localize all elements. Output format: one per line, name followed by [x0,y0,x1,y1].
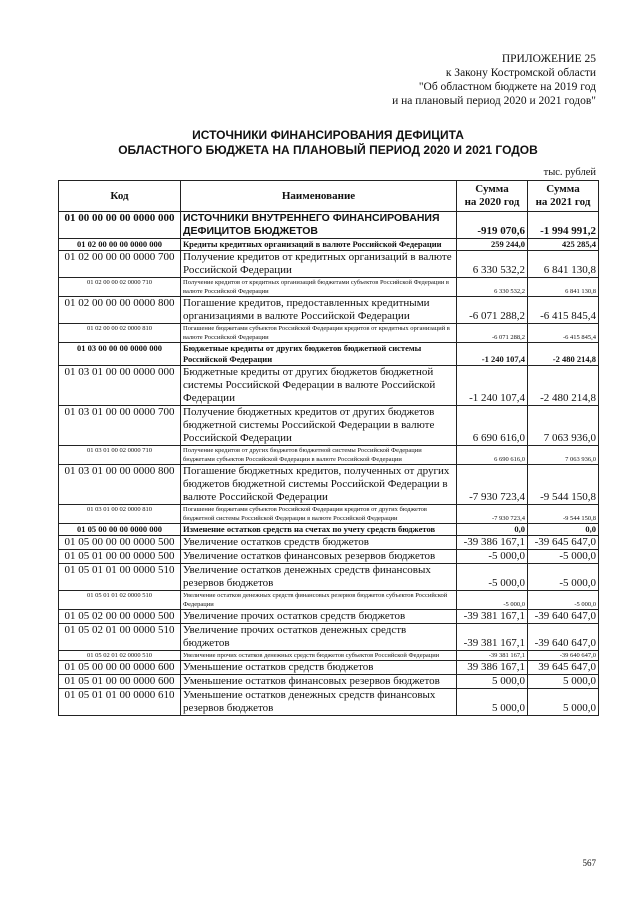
row-name: Погашение бюджетами субъектов Российской Федерации кредитов от других бюджетов бюджетной системы Российской Федерации в валюте Российской Федерации [181,505,457,524]
table-row [59,536,599,550]
row-code: 01 02 00 00 00 0000 000 [59,239,181,251]
row-name: Увеличение прочих остатков денежных средств бюджетов [181,624,457,651]
table-row [59,550,599,564]
table-row [59,465,599,505]
row-value-2020: 6 690 616,0 [457,406,528,446]
table-row [59,661,599,675]
row-value-2020: -5 000,0 [457,591,528,610]
table-row [59,651,599,661]
title-line: ОБЛАСТНОГО БЮДЖЕТА НА ПЛАНОВЫЙ ПЕРИОД 2020 И 2021 ГОДОВ [118,143,538,157]
row-code: 01 05 02 01 02 0000 510 [59,651,181,661]
row-value-2021: -6 415 845,4 [528,297,599,324]
header-name: Наименование [181,181,457,212]
table-row [59,689,599,716]
header-sum-2021-a: Сумма [546,183,580,195]
appendix-line: и на плановый период 2020 и 2021 годов" [392,95,596,107]
row-value-2020: -6 071 288,2 [457,324,528,343]
table-header-row [59,181,599,212]
row-value-2021: -5 000,0 [528,564,599,591]
row-value-2020: 6 330 532,2 [457,278,528,297]
row-name: Получение кредитов от других бюджетов бюджетной системы Российской Федерации бюджетами субъектов Российской Федерации в валюте Российской Федерации [181,446,457,465]
row-code: 01 02 00 00 00 0000 800 [59,297,181,324]
row-value-2021: 7 063 936,0 [528,406,599,446]
row-value-2021: 5 000,0 [528,689,599,716]
row-value-2020: 5 000,0 [457,689,528,716]
table-row [59,524,599,536]
row-code: 01 05 01 01 00 0000 510 [59,564,181,591]
table-row [59,675,599,689]
row-value-2020: 5 000,0 [457,675,528,689]
table-row [59,212,599,239]
row-value-2021: -6 415 845,4 [528,324,599,343]
row-code: 01 05 01 01 02 0000 510 [59,591,181,610]
row-name: Увеличение остатков денежных средств финансовых резервов бюджетов [181,564,457,591]
header-sum-2020 [457,181,528,212]
row-code: 01 05 02 01 00 0000 510 [59,624,181,651]
row-code: 01 03 00 00 00 0000 000 [59,343,181,366]
row-code: 01 03 01 00 00 0000 700 [59,406,181,446]
header-code: Код [59,181,181,212]
table-row [59,406,599,446]
header-sum-2021-b: на 2021 год [535,196,591,208]
row-name: Увеличение остатков средств бюджетов [181,536,457,550]
units-label: тыс. рублей [543,167,596,178]
table-row [59,251,599,278]
table-row [59,278,599,297]
row-code: 01 02 00 00 00 0000 700 [59,251,181,278]
row-value-2021: -9 544 150,8 [528,465,599,505]
row-name: Погашение бюджетных кредитов, полученных от других бюджетов бюджетной системы Российской Федерации в валюте Российской Федерации [181,465,457,505]
row-name: Бюджетные кредиты от других бюджетов бюджетной системы Российской Федерации в валюте Российской Федерации [181,366,457,406]
row-name: Уменьшение остатков средств бюджетов [181,661,457,675]
row-name: Уменьшение остатков финансовых резервов бюджетов [181,675,457,689]
appendix-line: ПРИЛОЖЕНИЕ 25 [501,53,596,65]
row-code: 01 00 00 00 00 0000 000 [59,212,181,239]
row-value-2020: -7 930 723,4 [457,505,528,524]
row-code: 01 02 00 00 02 0000 810 [59,324,181,343]
row-name: Погашение бюджетами субъектов Российской Федерации кредитов от кредитных организаций в валюте Российской Федерации [181,324,457,343]
row-value-2021: 425 285,4 [528,239,599,251]
row-code: 01 03 01 00 00 0000 800 [59,465,181,505]
header-sum-2021 [528,181,599,212]
row-value-2021: -2 480 214,8 [528,366,599,406]
row-value-2020: 0,0 [457,524,528,536]
row-code: 01 05 01 00 00 0000 500 [59,550,181,564]
row-name: Увеличение прочих остатков денежных средств бюджетов субъектов Российской Федерации [181,651,457,661]
row-name: Увеличение прочих остатков средств бюджетов [181,610,457,624]
row-code: 01 03 01 00 02 0000 810 [59,505,181,524]
row-value-2021: -1 994 991,2 [528,212,599,239]
row-value-2021: -39 640 647,0 [528,624,599,651]
row-name: Изменение остатков средств на счетах по учету средств бюджетов [181,524,457,536]
row-name: Получение бюджетных кредитов от других бюджетов бюджетной системы Российской Федерации в валюте Российской Федерации [181,406,457,446]
row-code: 01 03 01 00 02 0000 710 [59,446,181,465]
document-title [60,128,596,158]
row-value-2020: 6 330 532,2 [457,251,528,278]
appendix-header [392,52,596,108]
financing-sources-table [58,180,599,716]
row-code: 01 03 01 00 00 0000 000 [59,366,181,406]
row-value-2021: 5 000,0 [528,675,599,689]
row-value-2021: -5 000,0 [528,591,599,610]
row-name: Уменьшение остатков денежных средств финансовых резервов бюджетов [181,689,457,716]
row-code: 01 05 01 01 00 0000 610 [59,689,181,716]
row-value-2021: -5 000,0 [528,550,599,564]
appendix-line: "Об областном бюджете на 2019 год [418,81,596,93]
row-name: Увеличение остатков финансовых резервов бюджетов [181,550,457,564]
appendix-line: к Закону Костромской области [445,67,596,79]
row-value-2021: 6 841 130,8 [528,278,599,297]
row-value-2020: -1 240 107,4 [457,343,528,366]
row-name: Увеличение остатков денежных средств финансовых резервов бюджетов субъектов Российской Федерации [181,591,457,610]
row-value-2020: -39 381 167,1 [457,651,528,661]
table-row [59,610,599,624]
row-value-2021: 0,0 [528,524,599,536]
row-value-2021: -39 640 647,0 [528,610,599,624]
table-row [59,366,599,406]
row-value-2021: 39 645 647,0 [528,661,599,675]
row-name: Кредиты кредитных организаций в валюте Российской Федерации [181,239,457,251]
row-value-2020: -5 000,0 [457,564,528,591]
table-row [59,564,599,591]
row-code: 01 05 02 00 00 0000 500 [59,610,181,624]
row-value-2020: 259 244,0 [457,239,528,251]
row-value-2020: -6 071 288,2 [457,297,528,324]
row-value-2020: -39 381 167,1 [457,610,528,624]
header-sum-2020-b: на 2020 год [464,196,520,208]
row-code: 01 05 00 00 00 0000 500 [59,536,181,550]
row-code: 01 05 01 00 00 0000 600 [59,675,181,689]
row-value-2021: 6 841 130,8 [528,251,599,278]
row-value-2020: -39 381 167,1 [457,624,528,651]
header-sum-2020-a: Сумма [475,183,509,195]
row-code: 01 05 00 00 00 0000 000 [59,524,181,536]
row-name: Получение кредитов от кредитных организаций бюджетами субъектов Российской Федерации в валюте Российской Федерации [181,278,457,297]
row-value-2020: -7 930 723,4 [457,465,528,505]
row-name: ИСТОЧНИКИ ВНУТРЕННЕГО ФИНАНСИРОВАНИЯ ДЕФИЦИТОВ БЮДЖЕТОВ [181,212,457,239]
row-value-2020: 6 690 616,0 [457,446,528,465]
row-value-2021: 7 063 936,0 [528,446,599,465]
row-value-2020: -5 000,0 [457,550,528,564]
title-line: ИСТОЧНИКИ ФИНАНСИРОВАНИЯ ДЕФИЦИТА [192,128,464,142]
table-row [59,324,599,343]
row-value-2021: -39 640 647,0 [528,651,599,661]
row-value-2021: -2 480 214,8 [528,343,599,366]
table-row [59,239,599,251]
row-code: 01 02 00 00 02 0000 710 [59,278,181,297]
row-code: 01 05 00 00 00 0000 600 [59,661,181,675]
row-value-2020: -1 240 107,4 [457,366,528,406]
row-value-2020: -39 386 167,1 [457,536,528,550]
row-name: Погашение кредитов, предоставленных кредитными организациями в валюте Российской Федерации [181,297,457,324]
row-value-2020: 39 386 167,1 [457,661,528,675]
table-row [59,505,599,524]
row-value-2020: -919 070,6 [457,212,528,239]
table-row [59,591,599,610]
row-name: Получение кредитов от кредитных организаций в валюте Российской Федерации [181,251,457,278]
table-row [59,446,599,465]
table-row [59,297,599,324]
page-number: 567 [582,858,596,868]
row-value-2021: -39 645 647,0 [528,536,599,550]
table-row [59,624,599,651]
row-value-2021: -9 544 150,8 [528,505,599,524]
row-name: Бюджетные кредиты от других бюджетов бюджетной системы Российской Федерации [181,343,457,366]
table-row [59,343,599,366]
